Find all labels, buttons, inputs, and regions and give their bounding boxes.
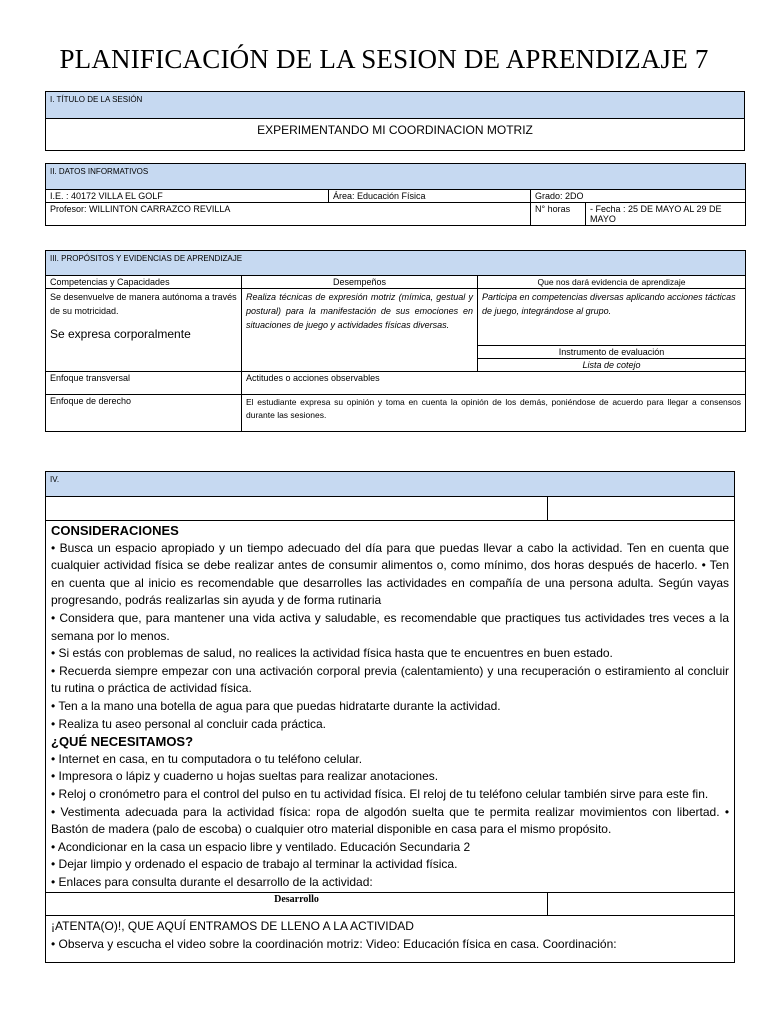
- section-4-table: [45, 471, 735, 963]
- necesitamos-item: • Impresora o lápiz y cuaderno u hojas sueltas para realizar anotaciones.: [51, 769, 439, 784]
- enfoque-derecho-text: El estudiante expresa su opinión y toma en cuenta la opinión de los demás, poniéndose de acuerdo para llegar a consensos durante las sesiones.: [242, 395, 746, 432]
- desarrollo-empty: [548, 893, 735, 916]
- col-desempenos: Desempeños: [242, 276, 478, 289]
- consideracion-item: • Considera que, para mantener una vida activa y saludable, es recomendable que practiques tus actividades tres veces a la semana por lo menos.: [51, 610, 730, 643]
- ie-field: I.E. : 40172 VILLA EL GOLF: [46, 190, 329, 203]
- necesitamos-item: • Dejar limpio y ordenado el espacio de trabajo al terminar la actividad física.: [51, 857, 458, 872]
- evidencia-cell: Participa en competencias diversas aplicando acciones tácticas de juego, integrándose al grupo.: [478, 289, 746, 346]
- fecha-field: - Fecha : 25 DE MAYO AL 29 DE MAYO: [586, 203, 746, 226]
- necesitamos-item: • Vestimenta adecuada para la actividad física: ropa de algodón suelta que te permita realizar movimientos con libertad. • Bastón de madera (palo de escoba) o cualquier otro material disponible en casa para el mismo propósito.: [51, 804, 730, 837]
- necesitamos-item: • Reloj o cronómetro para el control del pulso en tu actividad física. El reloj de tu teléfono celular también sirve para este fin.: [51, 786, 709, 801]
- horas-field: N° horas: [531, 203, 586, 226]
- grado-field: Grado: 2DO: [531, 190, 746, 203]
- col-evidencia: Que nos dará evidencia de aprendizaje: [478, 276, 746, 289]
- empty-cell-left: [46, 497, 548, 521]
- actitudes-label: Actitudes o acciones observables: [242, 372, 746, 395]
- propositos-table: [45, 250, 746, 432]
- competencia-text: Se desenvuelve de manera autónoma a través de su motricidad.: [50, 292, 237, 316]
- necesitamos-title: ¿QUÉ NECESITAMOS?: [51, 734, 194, 750]
- necesitamos-item: • Internet en casa, en tu computadora o tu teléfono celular.: [51, 751, 363, 766]
- instrumento-value: Lista de cotejo: [478, 359, 746, 372]
- empty-cell-right: [548, 497, 735, 521]
- profesor-field: Profesor: WILLINTON CARRAZCO REVILLA: [46, 203, 531, 226]
- consideraciones-title: CONSIDERACIONES: [51, 523, 179, 538]
- enfoque-derecho-label: Enfoque de derecho: [46, 395, 242, 432]
- desarrollo-label: Desarrollo: [46, 893, 548, 916]
- instrumento-label: Instrumento de evaluación: [478, 346, 746, 359]
- page-title: PLANIFICACIÓN DE LA SESION DE APRENDIZAJE 7: [59, 44, 709, 74]
- section-4-header: IV.: [46, 472, 735, 497]
- section-1-header: I. TÍTULO DE LA SESIÓN: [46, 92, 745, 119]
- enfoque-transversal-label: Enfoque transversal: [46, 372, 242, 395]
- area-field: Área: Educación Física: [329, 190, 531, 203]
- atenta-text: ¡ATENTA(O)!, QUE AQUÍ ENTRAMOS DE LLENO A LA ACTIVIDAD: [51, 919, 414, 934]
- desarrollo-cell: [46, 916, 735, 963]
- consideracion-item: • Realiza tu aseo personal al concluir cada práctica.: [51, 716, 327, 731]
- section-title-table: [45, 91, 745, 151]
- competencia-cell: [46, 289, 242, 372]
- necesitamos-item: • Enlaces para consulta durante el desarrollo de la actividad:: [51, 874, 373, 889]
- consideraciones-cell: [46, 521, 735, 893]
- consideracion-item: • Ten a la mano una botella de agua para que puedas hidratarte durante la actividad.: [51, 698, 501, 713]
- capacidad-text: Se expresa corporalmente: [50, 327, 191, 341]
- section-3-header: III. PROPÓSITOS Y EVIDENCIAS DE APRENDIZAJE: [46, 251, 746, 276]
- datos-informativos-table: [45, 163, 746, 226]
- col-competencias: Competencias y Capacidades: [46, 276, 242, 289]
- consideracion-item: • Recuerda siempre empezar con una activación corporal previa (calentamiento) y una recuperación o estiramiento al concluir tu rutina o práctica de actividad física.: [51, 663, 730, 696]
- section-2-header: II. DATOS INFORMATIVOS: [46, 164, 746, 190]
- observa-text: • Observa y escucha el video sobre la coordinación motriz: Video: Educación física en casa. Coordinación:: [51, 937, 617, 952]
- necesitamos-item: • Acondicionar en la casa un espacio libre y ventilado. Educación Secundaria 2: [51, 839, 471, 854]
- session-title: EXPERIMENTANDO MI COORDINACION MOTRIZ: [46, 119, 745, 151]
- desempeno-cell: Realiza técnicas de expresión motriz (mímica, gestual y postural) para la manifestación de sus emociones en situaciones de juego y actividades físicas diversas.: [242, 289, 478, 372]
- consideracion-item: • Busca un espacio apropiado y un tiempo adecuado del día para que puedas llevar a cabo la actividad. Ten en cuenta que cualquier actividad física se debe realizar antes de consumir alimentos o, como mínimo, dos horas después de hacerlo. • Ten en cuenta que al inicio es recomendable que desarrolles las actividades en compañía de una persona adulta. Según vayas progresando, podrás realizarlas sin ayuda y de forma rutinaria: [51, 540, 730, 608]
- consideracion-item: • Si estás con problemas de salud, no realices la actividad física hasta que te encuentres en buen estado.: [51, 646, 613, 661]
